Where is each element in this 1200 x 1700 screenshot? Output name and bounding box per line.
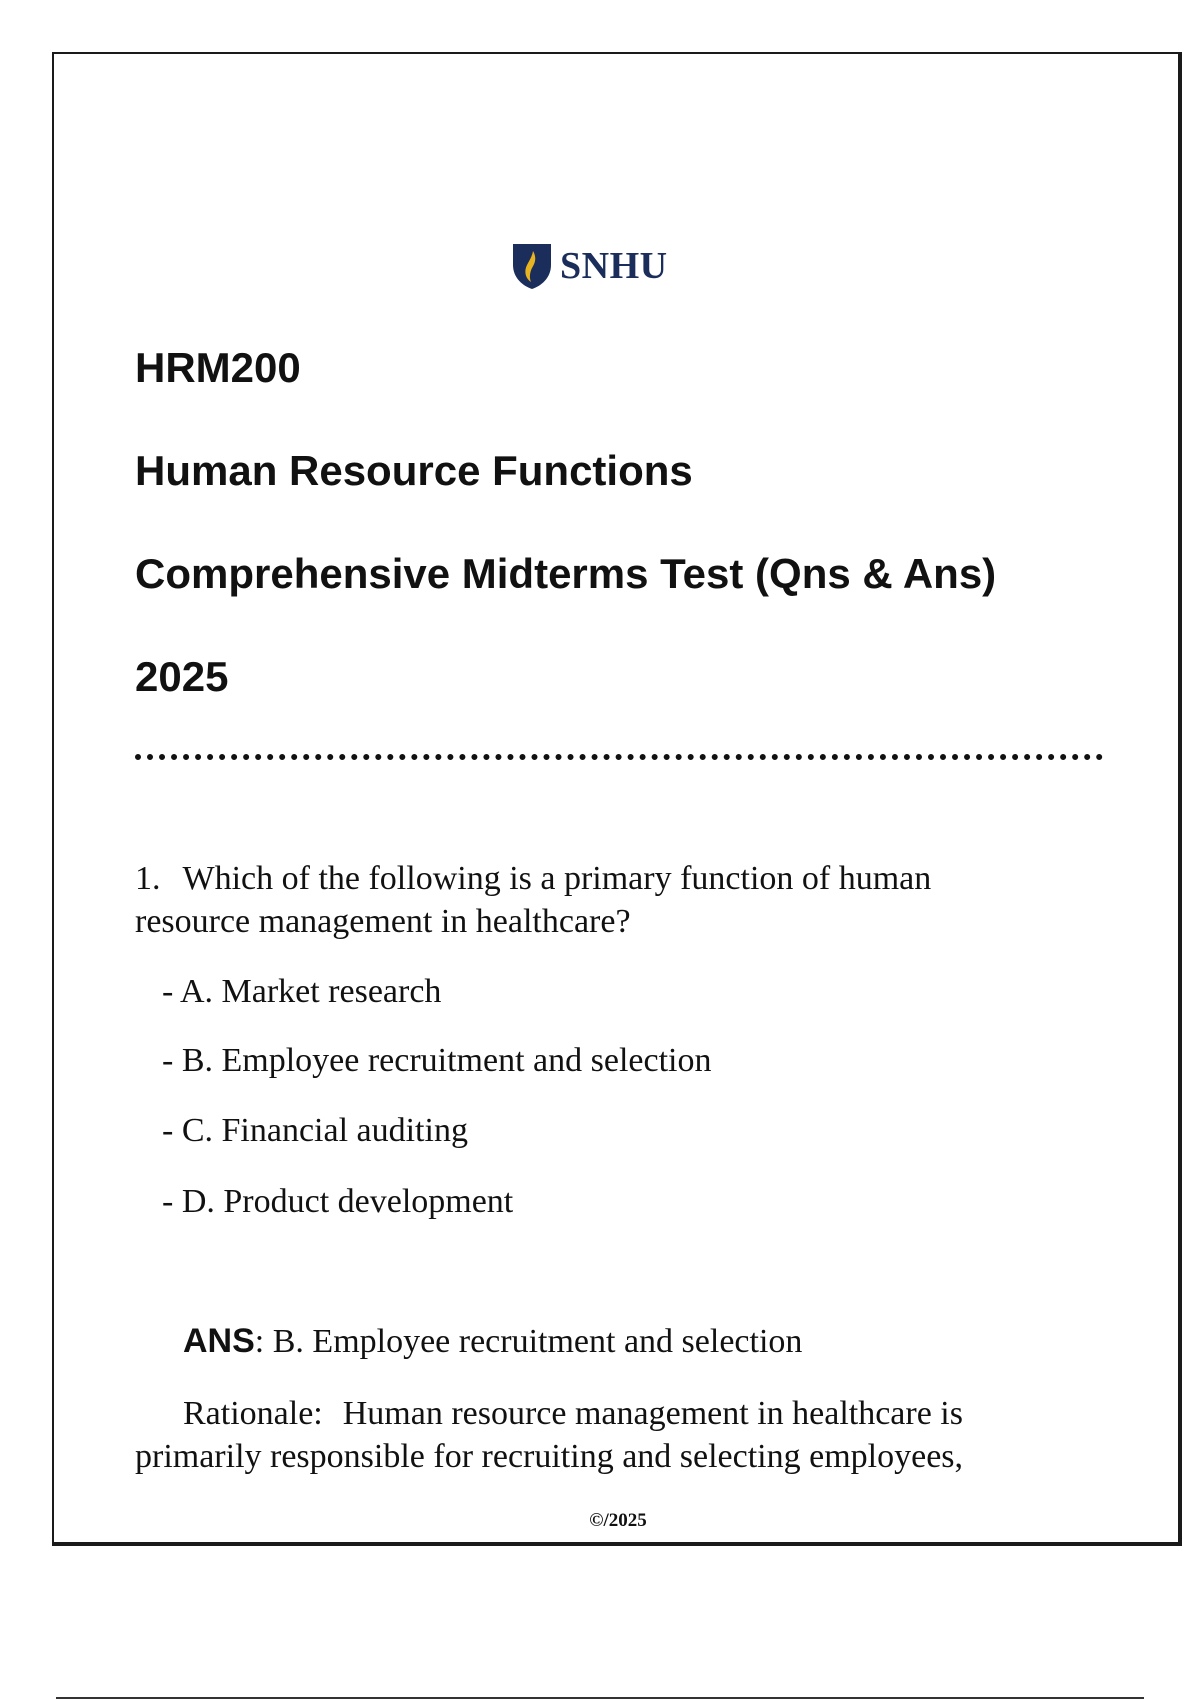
answer-line xyxy=(183,1321,802,1362)
answer-label: ANS xyxy=(183,1322,255,1360)
rationale-label: Rationale: xyxy=(183,1395,323,1432)
dotted-divider xyxy=(135,754,1103,760)
test-year: 2025 xyxy=(135,653,229,700)
question-text xyxy=(135,857,1035,943)
logo-text: SNHU xyxy=(560,245,668,287)
option-b: - B. Employee recruitment and selection xyxy=(162,1042,712,1079)
course-code: HRM200 xyxy=(135,344,301,391)
course-name: Human Resource Functions xyxy=(135,447,693,494)
snhu-logo xyxy=(510,240,668,292)
question-body: Which of the following is a primary function of human resource management in healthcare? xyxy=(135,860,932,940)
test-name: Comprehensive Midterms Test (Qns & Ans) xyxy=(135,550,997,597)
shield-flame-icon xyxy=(510,241,554,291)
option-c: - C. Financial auditing xyxy=(162,1112,468,1149)
question-number: 1. xyxy=(135,860,161,897)
option-a: - A. Market research xyxy=(162,973,442,1010)
answer-text: : B. Employee recruitment and selection xyxy=(254,1323,803,1360)
rationale-text: Human resource management in healthcare is primarily responsible for recruiting and selecting employees, xyxy=(135,1395,964,1475)
bottom-divider xyxy=(56,1697,1144,1699)
rationale-paragraph xyxy=(135,1392,1065,1478)
option-d: - D. Product development xyxy=(162,1183,514,1220)
footer-copyright: ©/2025 xyxy=(589,1510,647,1531)
